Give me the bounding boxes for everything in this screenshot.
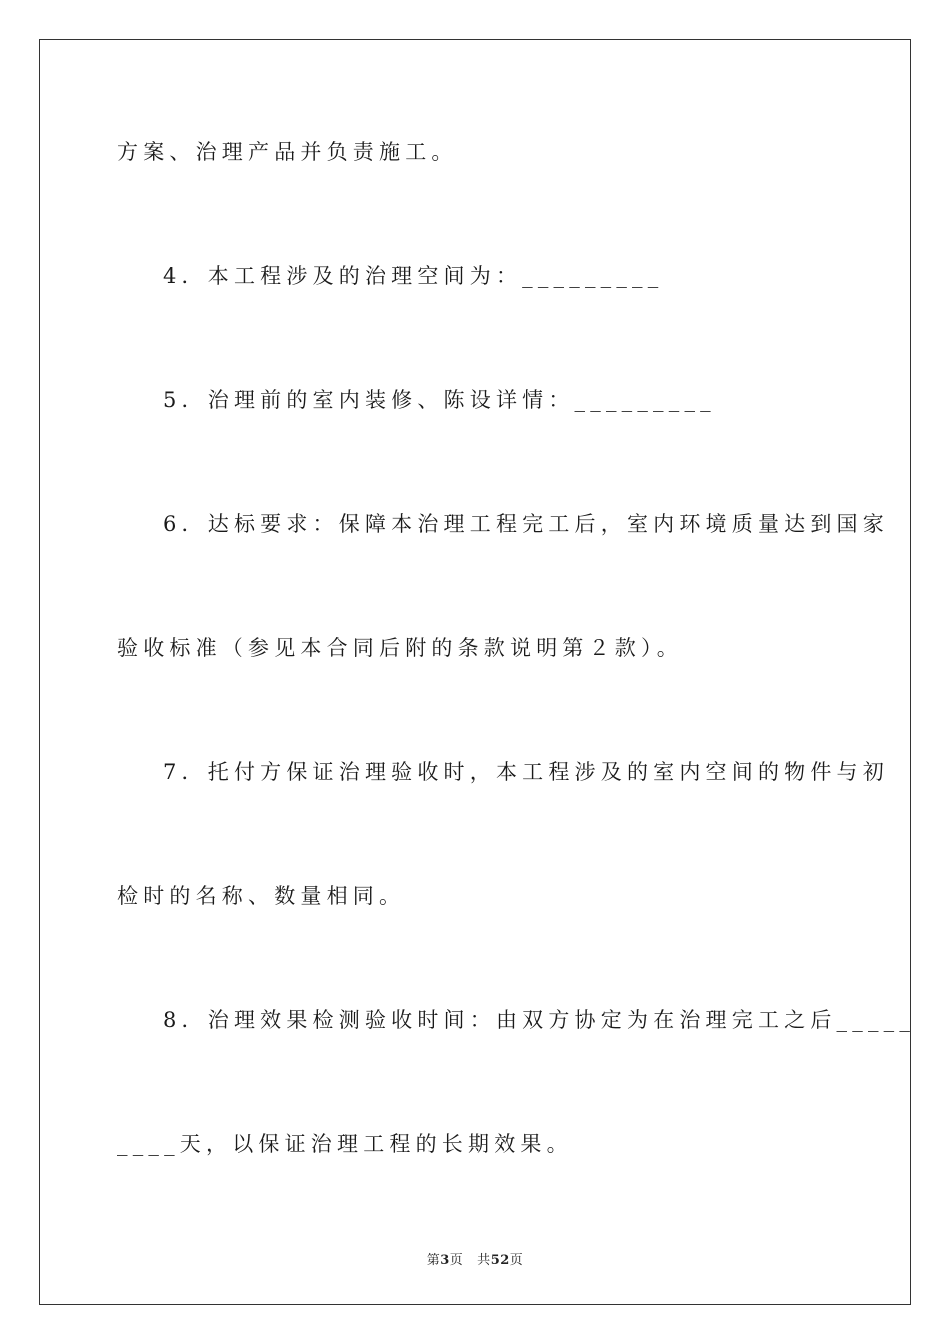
paragraph-line-4: 6．达标要求：保障本治理工程完工后，室内环境质量达到国家 — [163, 512, 889, 536]
footer-total-suffix: 页 — [509, 1253, 524, 1268]
paragraph-line-7: 检时的名称、数量相同。 — [117, 884, 406, 908]
paragraph-line-9: ____天，以保证治理工程的长期效果。 — [117, 1132, 573, 1156]
paragraph-line-1: 方案、治理产品并负责施工。 — [117, 140, 458, 164]
footer-total-pages: 52 — [490, 1253, 510, 1268]
footer-total-prefix: 共 — [477, 1253, 491, 1268]
footer-page-suffix: 页 — [449, 1253, 464, 1268]
paragraph-line-8: 8．治理效果检测验收时间：由双方协定为在治理完工之后_____ — [163, 1008, 916, 1032]
footer-page-prefix: 第 — [426, 1253, 441, 1268]
paragraph-line-2: 4．本工程涉及的治理空间为：_________ — [163, 264, 664, 288]
paragraph-line-6: 7．托付方保证治理验收时，本工程涉及的室内空间的物件与初 — [163, 760, 889, 784]
paragraph-line-3: 5．治理前的室内装修、陈设详情：_________ — [163, 388, 716, 412]
paragraph-line-5: 验收标准（参见本合同后附的条款说明第２款）。 — [117, 636, 683, 660]
page-border — [39, 39, 911, 1305]
page-footer — [0, 1249, 950, 1268]
footer-page-number: 3 — [440, 1253, 450, 1268]
